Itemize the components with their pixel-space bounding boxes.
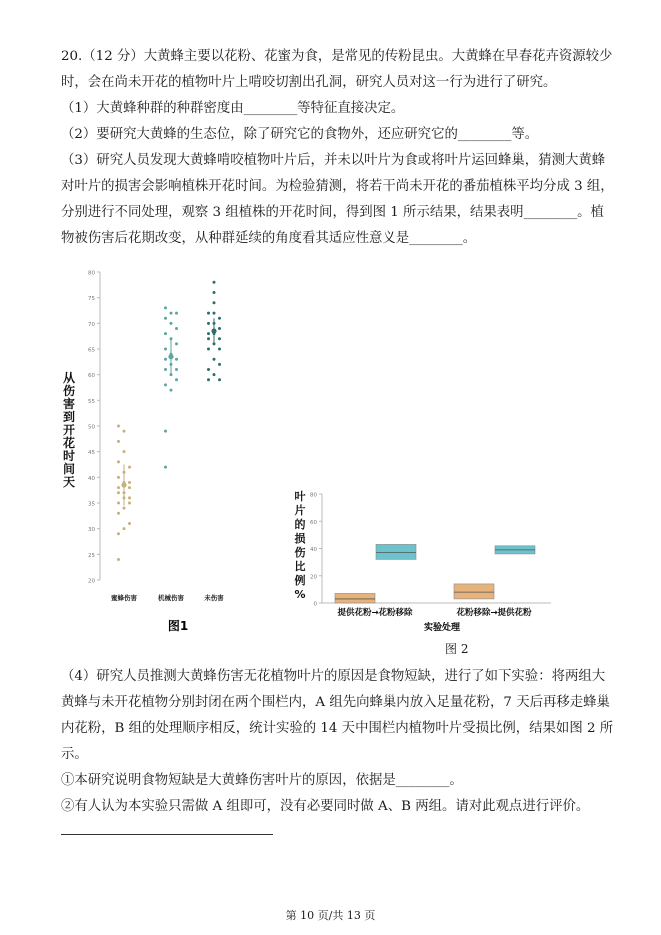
figure1-data-point	[213, 301, 216, 304]
figure1-ylabel	[62, 371, 75, 489]
figure2-ylabel-char: 伤	[294, 546, 306, 559]
figure1-data-point	[164, 383, 167, 386]
subquestion-4-line2: 黄蜂与未开花植物分别封闭在两个围栏内，A 组先向蜂巢内放入足量花粉，7 天后再移走蜂巢	[61, 695, 610, 710]
figure1-data-point	[117, 512, 120, 515]
figure1-ylabel-char: 从	[62, 371, 76, 385]
figure1-ylabel-char: 花	[62, 436, 76, 450]
figure1-data-point	[117, 532, 120, 535]
figure1-data-point	[164, 358, 167, 361]
figure1-data-point	[207, 322, 210, 325]
figure1-data-point	[164, 306, 167, 309]
figure1-data-point	[164, 317, 167, 320]
figure1-data-point	[123, 471, 126, 474]
figure2-xlabel: 实验处理	[423, 623, 461, 633]
figure1-data-point	[128, 466, 131, 469]
figure1-data-point	[117, 476, 120, 479]
figure2-ytick-label: 20	[310, 574, 317, 581]
page-footer: 第 10 页/共 13 页	[285, 909, 376, 922]
figure2-ytick-label: 40	[310, 547, 317, 553]
figure1-data-point	[123, 450, 126, 453]
figure2-ylabel-char: %	[294, 588, 306, 601]
subquestion-4-line4: 示。	[61, 747, 88, 762]
figure2-box	[376, 544, 416, 559]
figure1-data-point	[213, 312, 216, 315]
question-stem-line1: 20.（12 分）大黄蜂主要以花粉、花蜜为食，是常见的传粉昆虫。大黄蜂在早春花卉资源较少	[61, 49, 613, 64]
figure1-data-point	[123, 507, 126, 510]
subquestion-4-line1: （4）研究人员推测大黄蜂伤害无花植物叶片的原因是食物短缺，进行了如下实验：将两组大	[61, 669, 606, 684]
subquestion-4-part2: ②有人认为本实验只需做 A 组即可，没有必要同时做 A、B 两组。请对此观点进行评价。	[61, 799, 590, 814]
figure1-data-point	[170, 312, 173, 315]
subquestion-1: （1）大黄蜂种群的种群密度由________等特征直接决定。	[61, 101, 405, 116]
figure1-ytick-label: 80	[88, 270, 95, 277]
figure1-data-point	[170, 322, 173, 325]
figure1-chart	[58, 262, 258, 642]
figure1-data-point	[175, 327, 178, 330]
figure1-data-point	[170, 389, 173, 392]
figure2-ytick-label: 80	[310, 492, 317, 499]
figure1-data-point	[175, 368, 178, 371]
figure2-ylabel-char: 叶	[294, 490, 306, 503]
figure2-ylabel-char: 比	[294, 560, 306, 573]
figure1-ytick-label: 55	[88, 398, 95, 405]
figure2-category-label: 提供花粉→花粉移除	[337, 608, 413, 618]
figure1-data-point	[213, 373, 216, 376]
figure1-ylabel-char: 时	[62, 449, 76, 463]
figure1-data-point	[123, 430, 126, 433]
figure2-chart	[286, 486, 556, 636]
figure1-data-point	[207, 332, 210, 335]
subquestion-3-line2: 对叶片的损害会影响植株开花时间。为检验猜测，将若干尚未开花的番茄植株平均分成 3 组，	[61, 179, 614, 194]
figure1-ylabel-char: 天	[62, 475, 76, 489]
figure1-caption: 图1	[167, 619, 189, 633]
figure1-data-point	[218, 378, 221, 381]
figure1-data-point	[175, 378, 178, 381]
subquestion-2: （2）要研究大黄蜂的生态位，除了研究它的食物外，还应研究它的________等。	[61, 127, 539, 142]
figure1-data-point	[128, 502, 131, 505]
figure1-data-point	[207, 312, 210, 315]
figure1-category-label: 蜜蜂伤害	[111, 594, 137, 602]
figure2-category-label: 花粉移除→提供花粉	[456, 608, 532, 618]
figure1-data-point	[164, 368, 167, 371]
figure1-ytick-label: 40	[88, 475, 95, 482]
figure1-ytick-label: 60	[88, 373, 95, 380]
subquestion-3-line4: 物被伤害后花期改变，从种群延续的角度看其适应性意义是________。	[61, 231, 477, 246]
figure1-ytick-label: 75	[88, 296, 95, 303]
figure1-data-point	[164, 466, 167, 469]
figure1-data-point	[218, 363, 221, 366]
figure1-data-point	[128, 486, 131, 489]
figure1-data-point	[164, 430, 167, 433]
subquestion-3-line1: （3）研究人员发现大黄蜂啃咬植物叶片后，并未以叶片为食或将叶片运回蜂巢，猜测大黄蜂	[61, 153, 606, 168]
figure1-ylabel-char: 开	[62, 423, 76, 437]
figure1-ylabel-char: 伤	[62, 384, 76, 398]
figure1-data-point	[218, 348, 221, 351]
figure1-data-point	[207, 337, 210, 340]
answer-blank-line	[61, 834, 273, 835]
figure2-ylabel-char: 例	[294, 574, 306, 587]
figure1-data-point	[213, 358, 216, 361]
figure1-data-point	[218, 327, 221, 330]
figure1-ytick-label: 65	[88, 347, 95, 354]
figure1-category-label: 机械伤害	[158, 594, 184, 602]
figure1-data-point	[213, 332, 216, 335]
figure1-ytick-label: 35	[88, 501, 95, 508]
figure1-data-point	[123, 481, 126, 484]
figure1-ytick-label: 20	[88, 578, 95, 585]
figure1-data-point	[207, 368, 210, 371]
figure1-data-point	[213, 322, 216, 325]
figure2-ylabel	[294, 489, 306, 601]
figure2-caption: 图 2	[445, 642, 469, 656]
figure1-data-point	[117, 425, 120, 428]
figure1-data-point	[207, 378, 210, 381]
figure1-data-point	[170, 363, 173, 366]
figure1-data-point	[117, 486, 120, 489]
figure1-data-point	[117, 491, 120, 494]
figure1-data-point	[170, 353, 173, 356]
figure1-data-point	[175, 342, 178, 345]
figure1-ytick-label: 70	[88, 321, 95, 328]
figure2-ytick-label: 60	[310, 519, 317, 526]
subquestion-4-line3: 内花粉，B 组的处理顺序相反，统计实验的 14 天中围栏内植物叶片受损比例，结果如图 2 所	[61, 721, 614, 736]
figure1-data-point	[207, 348, 210, 351]
figure1-data-point	[117, 502, 120, 505]
figure1-data-point	[117, 460, 120, 463]
figure1-data-point	[218, 337, 221, 340]
figure1-data-point	[175, 358, 178, 361]
figure1-ytick-label: 25	[88, 552, 95, 559]
figure1-ytick-label: 50	[88, 424, 95, 431]
figure1-data-point	[164, 348, 167, 351]
subquestion-4-part1: ①本研究说明食物短缺是大黄蜂伤害叶片的原因，依据是________。	[61, 773, 463, 788]
figure1-data-point	[123, 496, 126, 499]
figure2-ylabel-char: 损	[294, 532, 306, 545]
figure1-data-point	[117, 558, 120, 561]
figure2-box	[454, 584, 494, 599]
figure1-ylabel-char: 害	[62, 397, 76, 411]
figure1-ylabel-char: 间	[62, 462, 76, 476]
figure1-data-point	[123, 527, 126, 530]
figure1-category-label: 未伤害	[204, 594, 224, 602]
figure1-ylabel-char: 到	[62, 410, 76, 424]
figure1-data-point	[128, 522, 131, 525]
figure1-data-point	[170, 373, 173, 376]
figure2-ytick-label: 0	[313, 601, 317, 608]
figure1-data-point	[123, 491, 126, 494]
figure1-ytick-label: 45	[88, 450, 95, 457]
figure1-data-point	[117, 440, 120, 443]
figure1-data-point	[128, 481, 131, 484]
figure2-ylabel-char: 的	[294, 518, 306, 531]
subquestion-3-line3: 分别进行不同处理，观察 3 组植株的开花时间，得到图 1 所示结果，结果表明________。植	[61, 205, 604, 220]
figure2-ylabel-char: 片	[294, 504, 306, 517]
figure1-data-point	[213, 291, 216, 294]
figure2-box	[335, 593, 375, 603]
figure1-data-point	[213, 281, 216, 284]
figure1-data-point	[218, 317, 221, 320]
figure1-data-point	[170, 337, 173, 340]
question-stem-line2: 时，会在尚未开花的植物叶片上啃咬切割出孔洞，研究人员对这一行为进行了研究。	[61, 75, 557, 90]
figure1-data-point	[213, 342, 216, 345]
figure1-data-point	[164, 332, 167, 335]
figure1-ytick-label: 30	[88, 527, 95, 534]
figure1-data-point	[175, 312, 178, 315]
figure1-data-point	[128, 496, 131, 499]
